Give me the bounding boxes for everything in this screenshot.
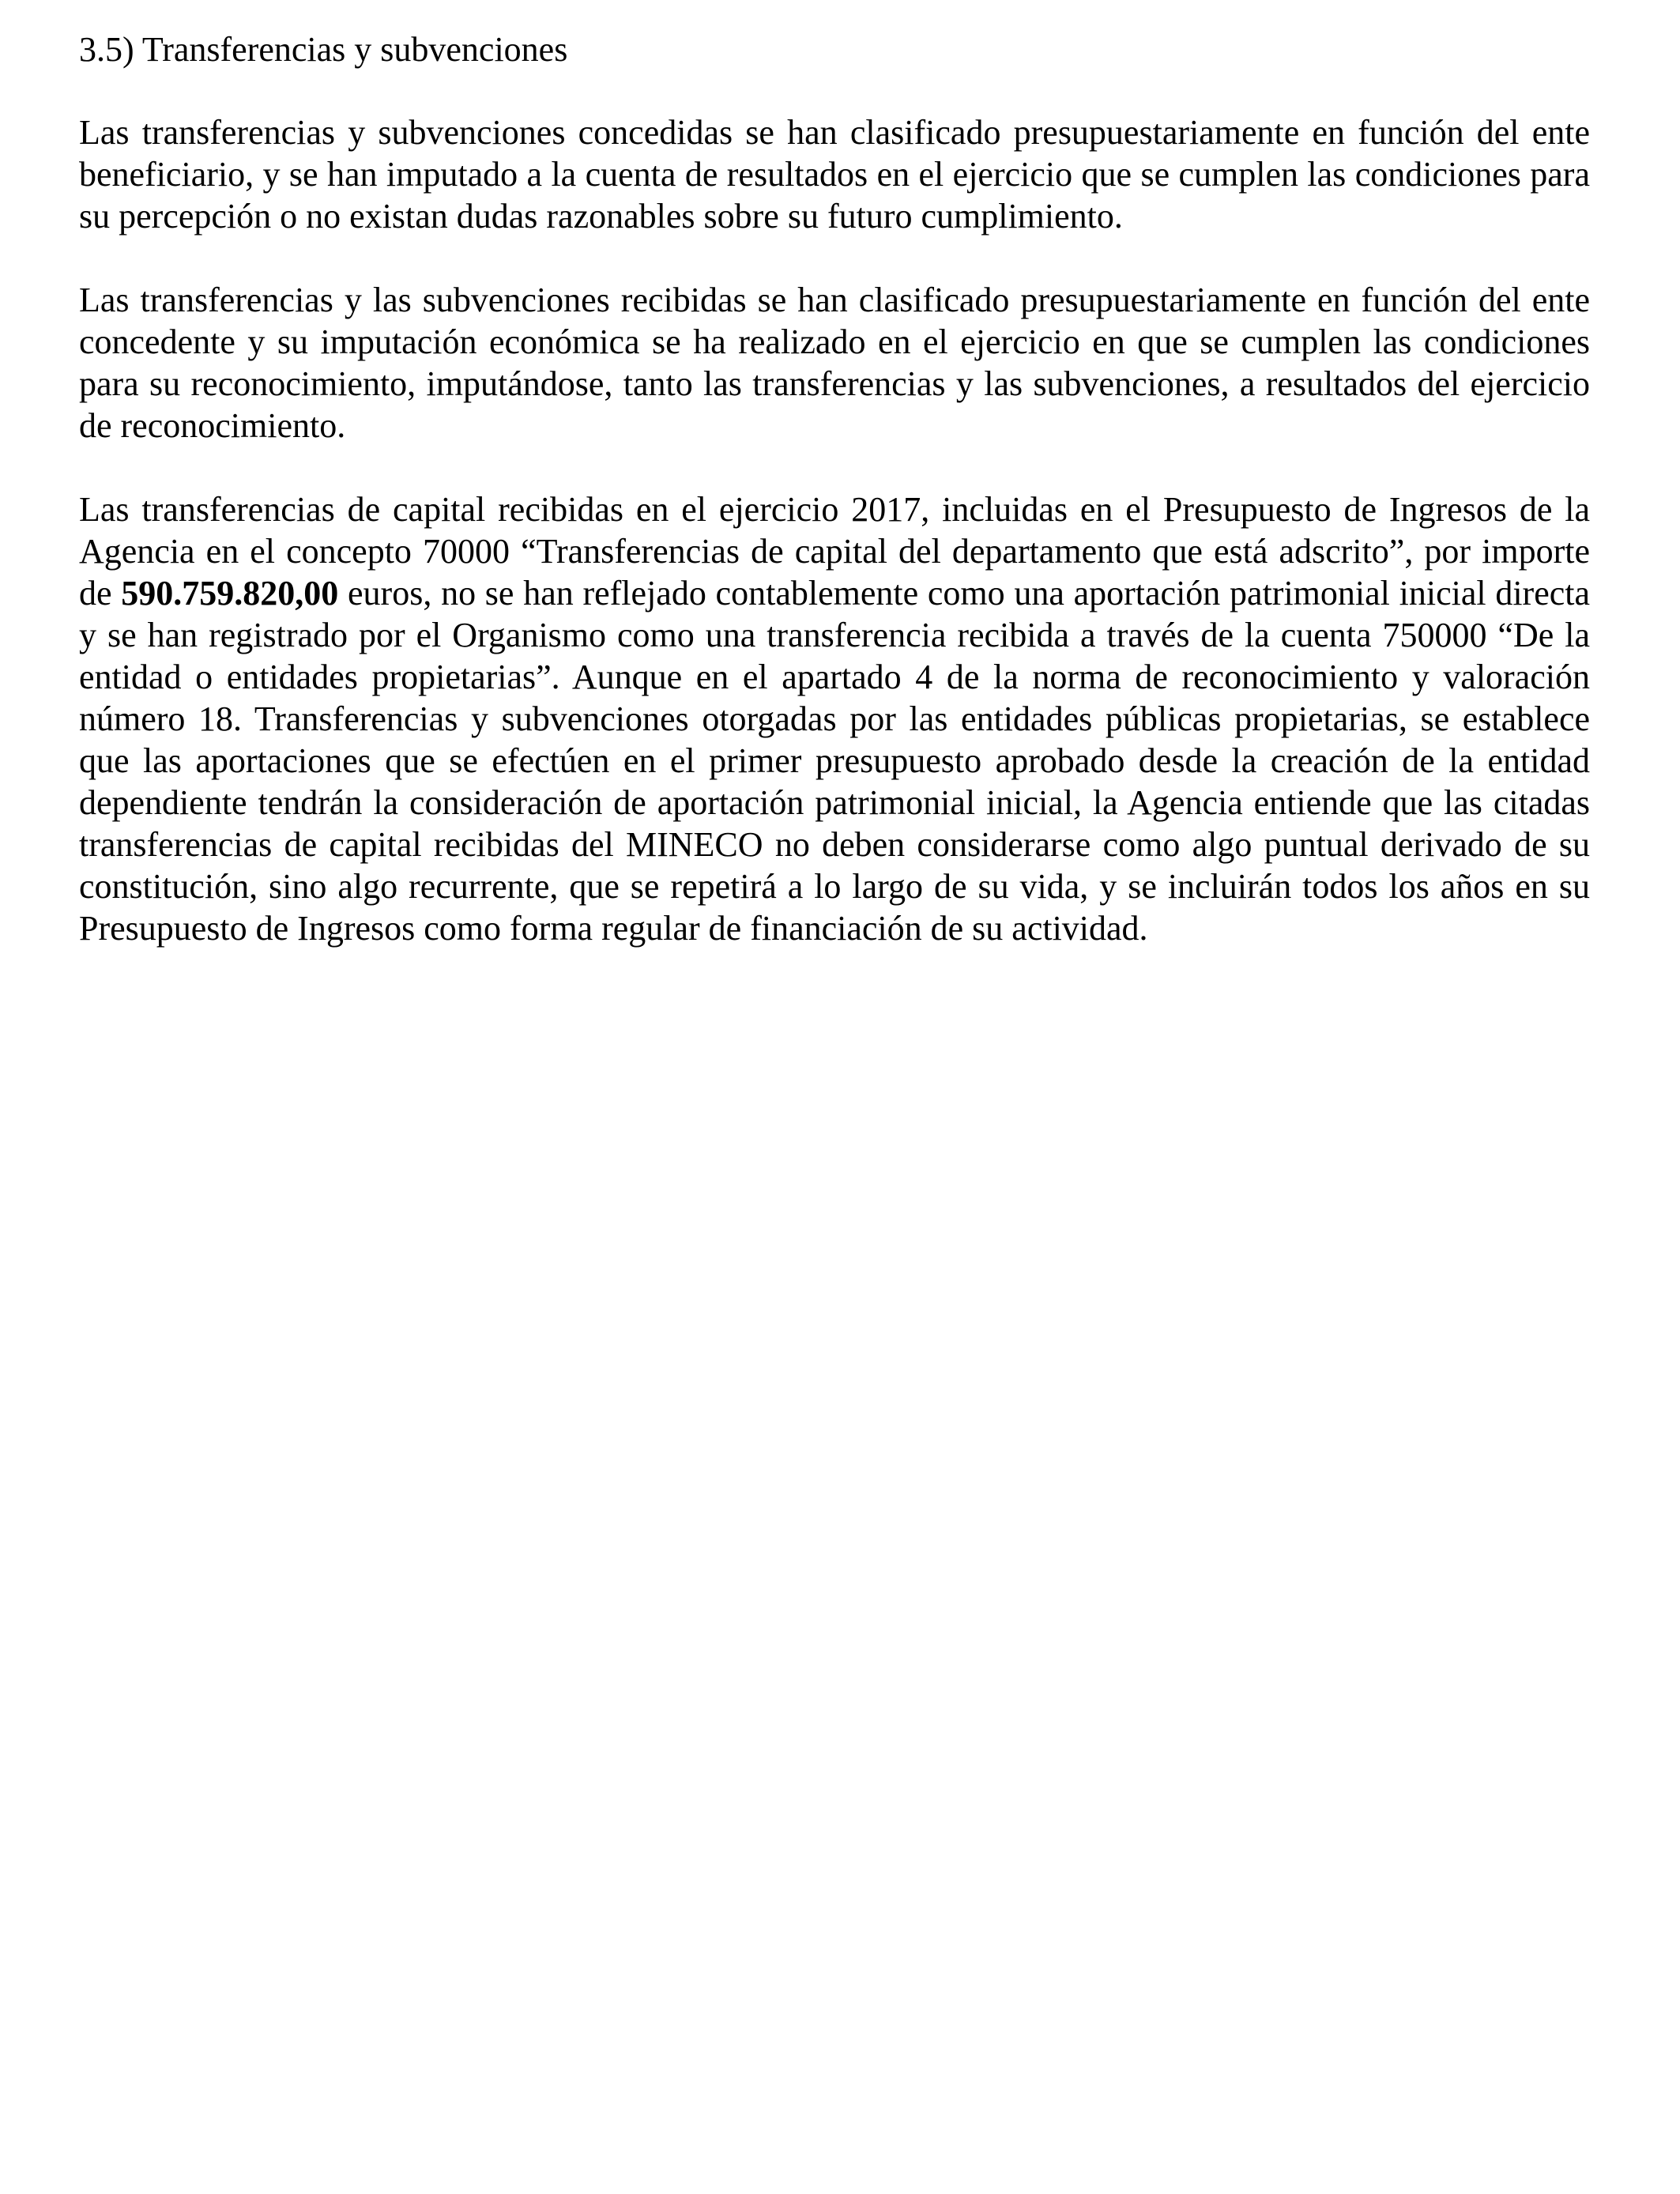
amount-value: 590.759.820,00 <box>121 574 339 613</box>
paragraph-concedidas: Las transferencias y subvenciones concedidas se han clasificado presupuestariamente en función del ente beneficiario, y se han imputado a la cuenta de resultados en el ejercicio que se cumplen las condiciones para su percepción o no existan dudas razonables sobre su futuro cumplimiento. <box>79 113 1590 236</box>
document-page <box>79 28 1590 991</box>
paragraph-capital-intro: Las transferencias de capital recibidas en el ejercicio 2017, incluidas en el Presupuesto de Ingresos de la Agencia en el concepto 70000 “Transferencias de capital del departamento que está adscrito”, por importe de <box>79 490 1590 613</box>
paragraph-capital-body: euros, no se han reflejado contablemente como una aportación patrimonial inicial directa y se han registrado por el Organismo como una transferencia recibida a través de la cuenta 750000 “De la entidad o entidades propietarias”. Aunque en el apartado 4 de la norma de reconocimiento y valoración número 18. Transferencias y subvenciones otorgadas por las entidades públicas propietarias, se establece que las aportaciones que se efectúen en el primer presupuesto aprobado desde la creación de la entidad dependiente tendrán la consideración de aportación patrimonial inicial, la Agencia entiende que las citadas transferencias de capital recibidas del MINECO no deben considerarse como algo puntual derivado de su constitución, sino algo recurrente, que se repetirá a lo largo de su vida, y se incluirán todos los años en su Presupuesto de Ingresos como forma regular de financiación de su actividad. <box>79 574 1591 948</box>
section-title: 3.5) Transferencias y subvenciones <box>79 30 568 69</box>
paragraph-capital <box>79 488 1590 949</box>
paragraph-recibidas: Las transferencias y las subvenciones recibidas se han clasificado presupuestariamente en función del ente concedente y su imputación económica se ha realizado en el ejercicio en que se cumplen las condiciones para su reconocimiento, imputándose, tanto las transferencias y las subvenciones, a resultados del ejercicio de reconocimiento. <box>79 281 1590 445</box>
